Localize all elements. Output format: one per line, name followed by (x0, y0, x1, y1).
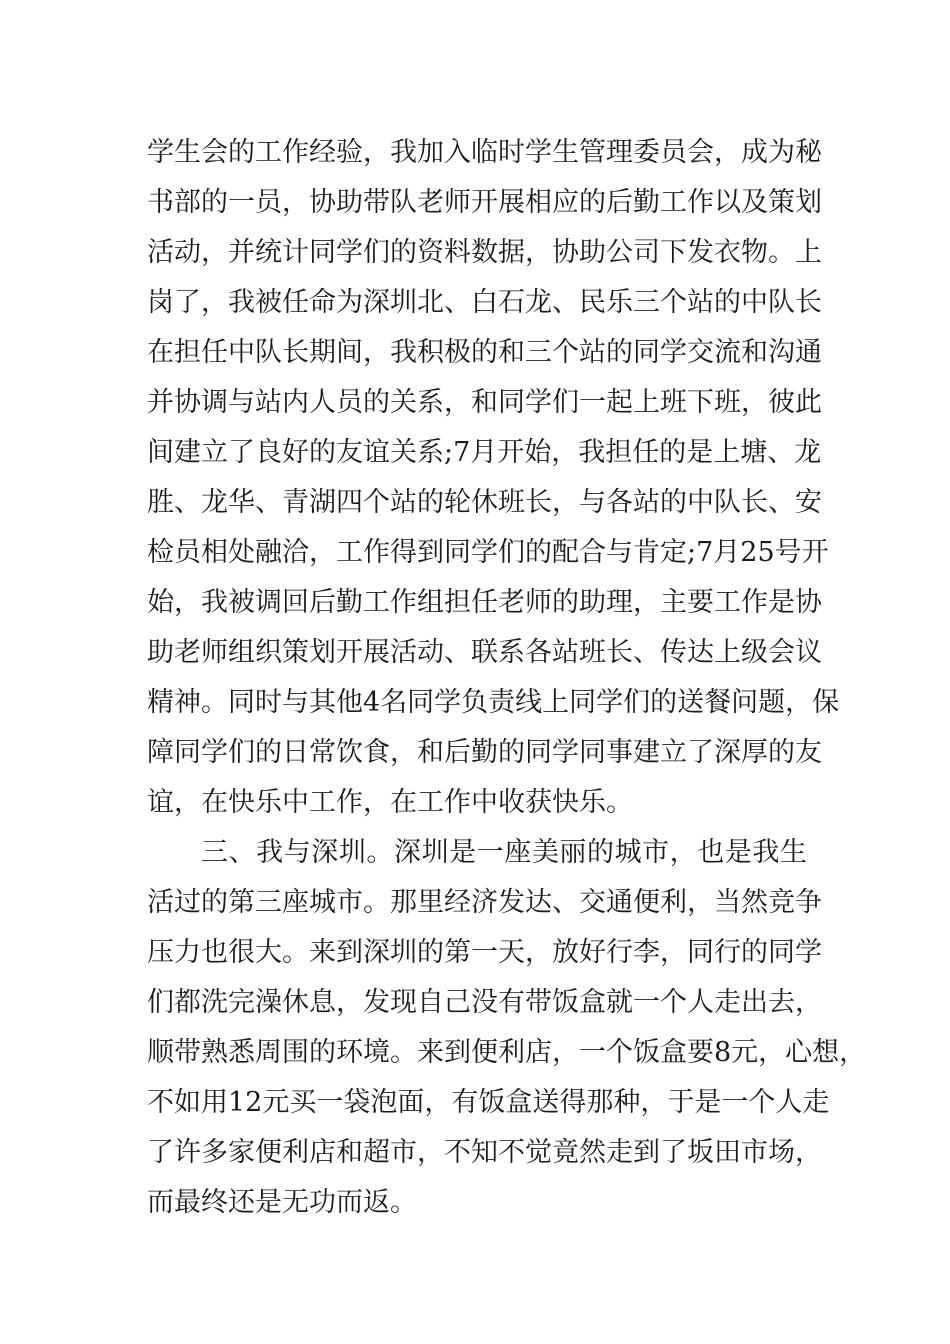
text-line: 助老师组织策划开展活动、联系各站班长、传达上级会议 (147, 637, 822, 668)
text-line: 始，我被调回后勤工作组担任老师的助理，主要工作是协 (147, 587, 822, 618)
text-line: 并协调与站内人员的关系，和同学们一起上班下班，彼此 (147, 387, 822, 418)
text-line: 书部的一员，协助带队老师开展相应的后勤工作以及策划 (147, 187, 822, 218)
text-line: 活过的第三座城市。那里经济发达、交通便利，当然竞争 (147, 887, 822, 918)
text-line: 而最终还是无功而返。 (147, 1187, 417, 1218)
text-line: 了许多家便利店和超市，不知不觉竟然走到了坂田市场， (147, 1137, 822, 1168)
text-line: 障同学们的日常饮食，和后勤的同学同事建立了深厚的友 (147, 737, 822, 768)
text-line: 精神。同时与其他4名同学负责线上同学们的送餐问题，保 (147, 687, 840, 718)
text-line: 们都洗完澡休息，发现自己没有带饭盒就一个人走出去， (147, 987, 822, 1018)
text-line: 三、我与深圳。深圳是一座美丽的城市，也是我生 (201, 837, 807, 868)
text-line: 胜、龙华、青湖四个站的轮休班长，与各站的中队长、安 (147, 487, 822, 518)
text-line: 岗了，我被任命为深圳北、白石龙、民乐三个站的中队长 (147, 287, 822, 318)
text-line: 活动，并统计同学们的资料数据，协助公司下发衣物。上 (147, 237, 822, 268)
text-line: 检员相处融洽，工作得到同学们的配合与肯定;7月25号开 (147, 537, 829, 568)
text-line: 压力也很大。来到深圳的第一天，放好行李，同行的同学 (147, 937, 822, 968)
text-line: 学生会的工作经验，我加入临时学生管理委员会，成为秘 (147, 137, 822, 168)
text-line: 不如用12元买一袋泡面，有饭盒送得那种，于是一个人走 (147, 1087, 830, 1118)
text-line: 顺带熟悉周围的环境。来到便利店，一个饭盒要8元，心想， (147, 1037, 867, 1068)
text-line: 间建立了良好的友谊关系;7月开始，我担任的是上塘、龙 (147, 437, 822, 468)
text-line: 在担任中队长期间，我积极的和三个站的同学交流和沟通 (147, 337, 822, 368)
text-line: 谊，在快乐中工作，在工作中收获快乐。 (147, 787, 633, 818)
